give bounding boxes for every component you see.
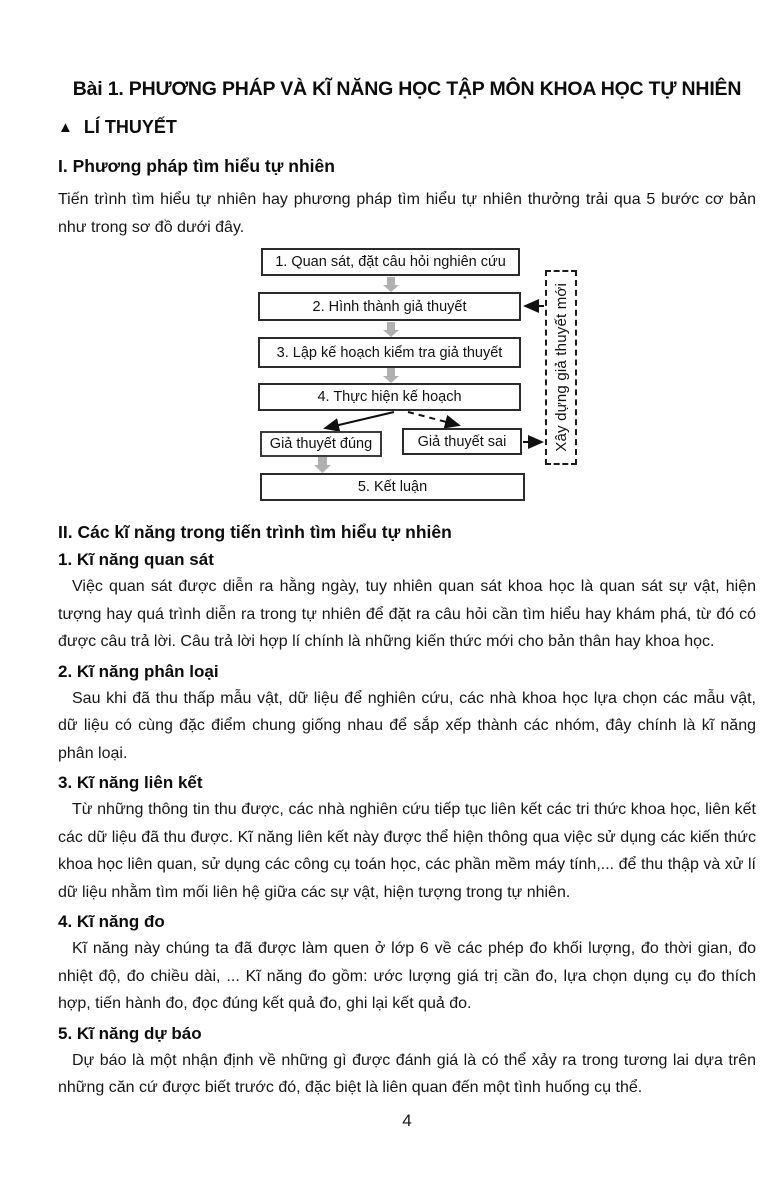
flow-side-box	[545, 270, 577, 465]
skill-2-title: 2. Kĩ năng phân loại	[58, 661, 219, 681]
skill-3-title: 3. Kĩ năng liên kết	[58, 773, 203, 792]
page-number: 4	[402, 1110, 412, 1130]
triangle-icon: ▲	[58, 119, 73, 136]
section-1-intro: Tiến trình tìm hiểu tự nhiên hay phương pháp tìm hiểu tự nhiên thưởng trải qua 5 bước cơ bản như trong sơ đồ dưới đây.	[58, 191, 756, 236]
skill-1-title: 1. Kĩ năng quan sát	[58, 550, 214, 569]
theory-label: LÍ THUYẾT	[83, 117, 177, 137]
flow-branch-false: Giả thuyết sai	[402, 428, 522, 455]
branch-true-arrow-icon	[326, 412, 394, 428]
flow-branch-true: Giả thuyết đúng	[260, 431, 382, 457]
section-2-heading: II. Các kĩ năng trong tiến trình tìm hiểu tự nhiên	[58, 522, 452, 542]
skill-4-title: 4. Kĩ năng đo	[58, 912, 165, 931]
flow-step-1: 1. Quan sát, đặt câu hỏi nghiên cứu	[261, 248, 520, 276]
flow-step-2: 2. Hình thành giả thuyết	[258, 292, 521, 321]
theory-heading	[58, 115, 756, 141]
skill-5-title: 5. Kĩ năng dự báo	[58, 1023, 202, 1043]
page-title: Bài 1. PHƯƠNG PHÁP VÀ KĨ NĂNG HỌC TẬP MÔN KHOA HỌC TỰ NHIÊN	[72, 78, 742, 100]
flowchart	[58, 245, 756, 507]
flow-step-4: 4. Thực hiện kế hoạch	[258, 383, 521, 411]
skill-4-body: Kĩ năng này chúng ta đã được làm quen ở lớp 6 về các phép đo khối lượng, đo thời gian, đo nhiệt độ, đo chiều dài, ... Kĩ năng đo gồm: ước lượng giá trị cần đo, lựa chọn dụng cụ đo thích hợp, tiến hành đo, đọc đúng kết quả đo, ghi lại kết quả đo.	[58, 940, 756, 1012]
flow-side-label: Xây dựng giả thuyết mới	[552, 283, 570, 452]
skill-3-body: Từ những thông tin thu được, các nhà nghiên cứu tiếp tục liên kết các tri thức khoa học, liên kết các dữ liệu đã thu được. Kĩ năng liên kết này được thể hiện thông qua việc sử dụng các kiến thức khoa học liên quan, sử dụng các công cụ toán học, các phần mềm máy tính,... để thu thập và xử lí dữ liệu nhằm tìm mối liên hệ giữa các sự vật, hiện tượng trong tự nhiên.	[58, 801, 756, 901]
skill-2-body: Sau khi đã thu thấp mẫu vật, dữ liệu để nghiên cứu, các nhà khoa học lựa chọn các mẫu vật, dữ liệu có cùng đặc điểm chung giống nhau để sắp xếp thành các nhóm, đây chính là kĩ năng phân loại.	[58, 689, 756, 762]
branch-false-arrow-icon	[408, 412, 458, 425]
skill-1-body: Việc quan sát được diễn ra hằng ngày, tuy nhiên quan sát khoa học là quan sát sự vật, hiện tượng hay quá trình diễn ra trong tự nhiên để đặt ra câu hỏi cần tìm hiểu hay khám phá, từ đó có được câu trả lời. Câu trả lời hợp lí chính là những kiến thức mới cho bản thân hay khoa học.	[58, 578, 756, 650]
flowchart-arrows	[58, 245, 756, 507]
section-1-heading: I. Phương pháp tìm hiểu tự nhiên	[58, 156, 335, 176]
skill-5-body: Dự báo là một nhận định về những gì được đánh giá là có thể xảy ra trong tương lai dựa trên những căn cứ được biết trước đó, đặc biệt là liên quan đến một tình huống cụ thể.	[58, 1051, 756, 1096]
flow-step-3: 3. Lập kế hoạch kiểm tra giả thuyết	[258, 337, 521, 368]
flow-step-5: 5. Kết luận	[260, 473, 525, 501]
